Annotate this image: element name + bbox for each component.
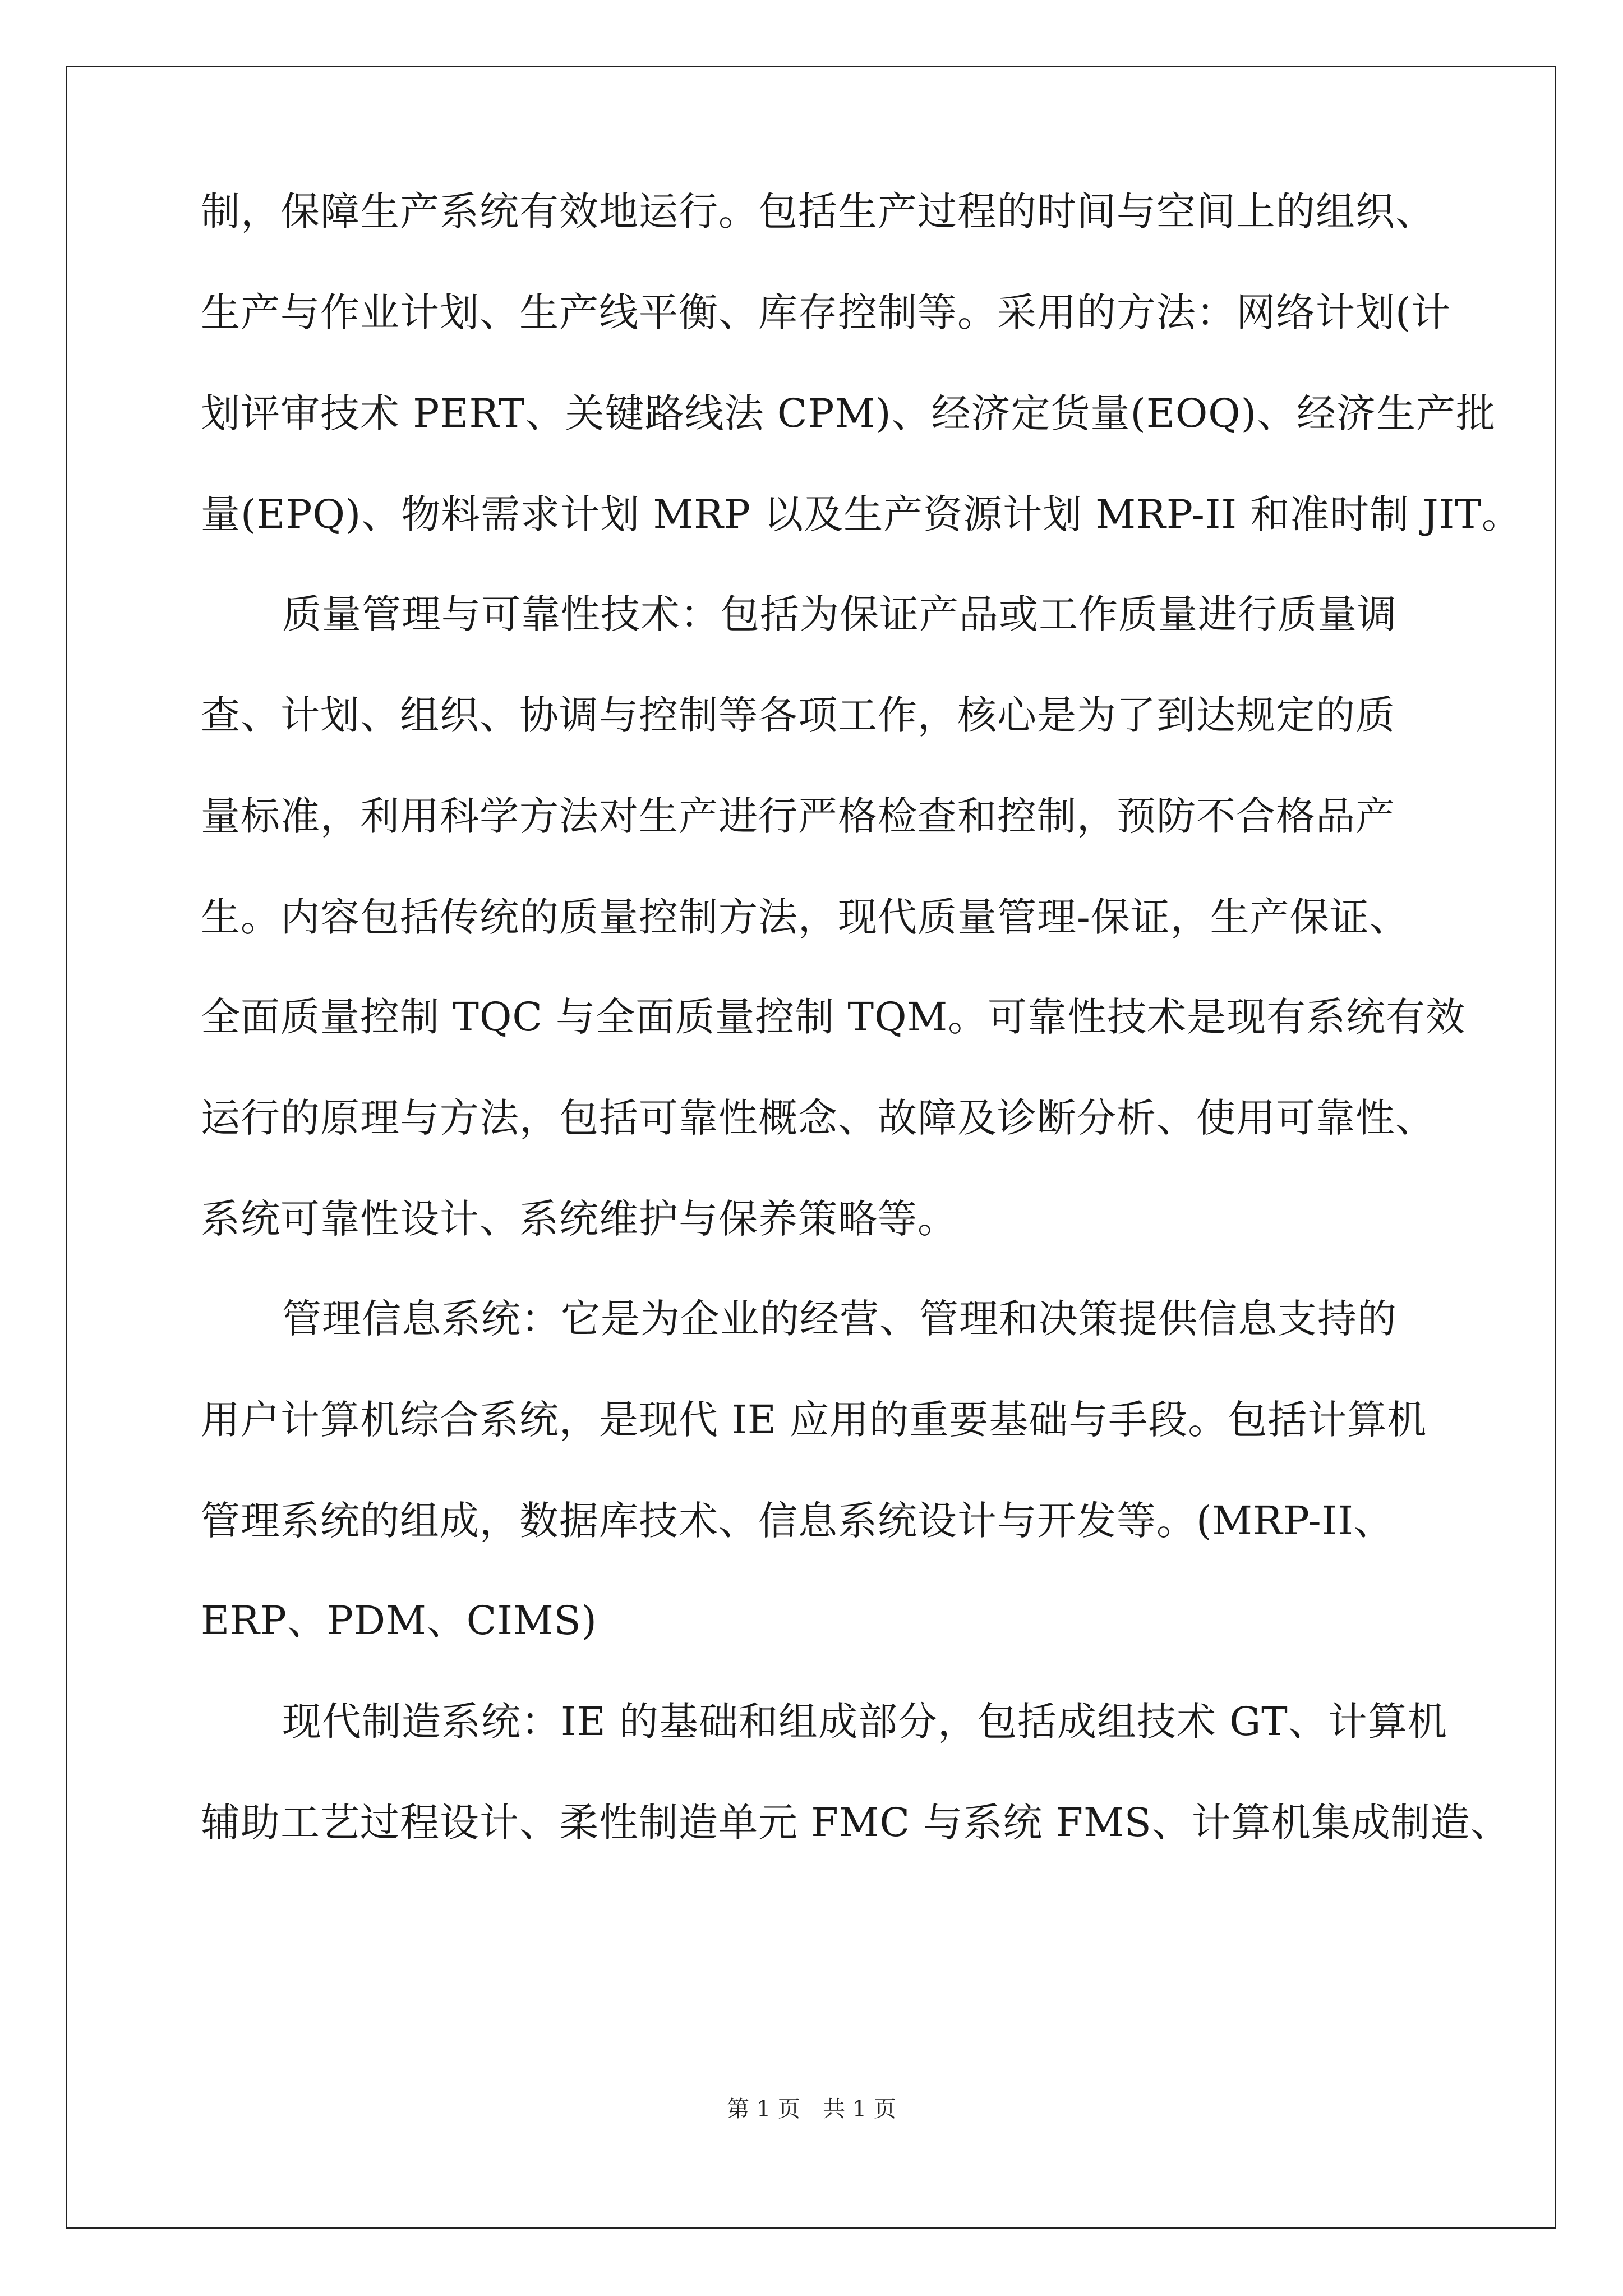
text-line: 用户计算机综合系统，是现代 IE 应用的重要基础与手段。包括计算机	[201, 1397, 1427, 1443]
text-line: 查、计划、组织、协调与控制等各项工作，核心是为了到达规定的质	[201, 692, 1395, 738]
text-line: 辅助工艺过程设计、柔性制造单元 FMC 与系统 FMS、计算机集成制造、	[201, 1800, 1510, 1846]
paragraph-first-line: 质量管理与可靠性技术：包括为保证产品或工作质量进行质量调	[282, 591, 1397, 637]
text-line: 生。内容包括传统的质量控制方法，现代质量管理-保证，生产保证、	[201, 894, 1409, 940]
text-line: 全面质量控制 TQC 与全面质量控制 TQM。可靠性技术是现有系统有效	[201, 994, 1466, 1040]
text-line: 划评审技术 PERT、关键路线法 CPM)、经济定货量(EOQ)、经济生产批	[201, 390, 1496, 436]
text-line: 量标准，利用科学方法对生产进行严格检查和控制，预防不合格品产	[201, 793, 1395, 839]
text-line: 系统可靠性设计、系统维护与保养策略等。	[201, 1196, 957, 1242]
text-line: 制，保障生产系统有效地运行。包括生产过程的时间与空间上的组织、	[201, 188, 1435, 234]
text-line: ERP、PDM、CIMS)	[201, 1598, 597, 1644]
text-line: 运行的原理与方法，包括可靠性概念、故障及诊断分析、使用可靠性、	[201, 1095, 1435, 1141]
text-line: 量(EPQ)、物料需求计划 MRP 以及生产资源计划 MRP-II 和准时制 JIT。	[201, 491, 1521, 537]
text-line: 生产与作业计划、生产线平衡、库存控制等。采用的方法：网络计划(计	[201, 289, 1451, 335]
paragraph-first-line: 现代制造系统：IE 的基础和组成部分，包括成组技术 GT、计算机	[282, 1699, 1447, 1745]
text-line: 管理系统的组成，数据库技术、信息系统设计与开发等。(MRP-II、	[201, 1498, 1394, 1544]
page-number: 第 1 页 共 1 页	[727, 2096, 896, 2122]
paragraph-first-line: 管理信息系统：它是为企业的经营、管理和决策提供信息支持的	[282, 1296, 1397, 1342]
